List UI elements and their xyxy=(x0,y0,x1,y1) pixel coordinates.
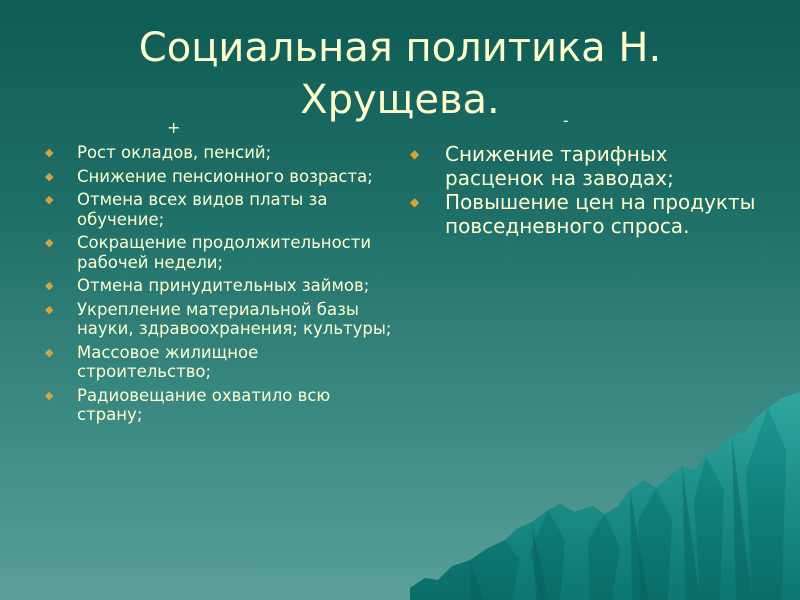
list-item-text: Рост окладов, пенсий; xyxy=(77,143,272,162)
plus-list xyxy=(45,143,397,429)
slide-title: Социальная политика Н. Хрущева. xyxy=(138,25,662,123)
list-item xyxy=(45,385,397,425)
list-item xyxy=(45,342,397,382)
plus-column-heading: + xyxy=(167,118,181,137)
list-item xyxy=(45,166,397,187)
list-item-text: Отмена принудительных займов; xyxy=(77,276,370,295)
list-item xyxy=(410,142,765,190)
diamond-bullet-icon: ◆ xyxy=(410,147,420,161)
list-item-text: Снижение пенсионного возраста; xyxy=(77,166,373,186)
list-item-text: Отмена всех видов платы за обучение; xyxy=(77,190,328,229)
diamond-bullet-icon: ◆ xyxy=(45,279,54,292)
list-item xyxy=(45,143,397,163)
list-item-text: Снижение тарифных расценок на заводах; xyxy=(445,142,674,190)
minus-column-heading: - xyxy=(563,111,569,130)
diamond-bullet-icon: ◆ xyxy=(410,195,420,209)
diamond-bullet-icon: ◆ xyxy=(45,169,54,183)
list-item-text: Укрепление материальной базы науки, здравоохранения; культуры; xyxy=(77,299,392,338)
list-item xyxy=(45,276,397,296)
list-item-text: Повышение цен на продукты повседневного спроса. xyxy=(445,190,756,238)
diamond-bullet-icon: ◆ xyxy=(45,236,54,249)
diamond-bullet-icon: ◆ xyxy=(45,146,54,159)
list-item-text: Радиовещание охватило всю страну; xyxy=(77,385,331,424)
list-item xyxy=(45,190,397,229)
list-item-text: Массовое жилищное строительство; xyxy=(77,342,259,381)
list-item xyxy=(45,299,397,339)
list-item-text: Сокращение продолжительности рабочей недели; xyxy=(77,233,372,272)
list-item xyxy=(45,233,397,272)
minus-list xyxy=(410,142,765,239)
diamond-bullet-icon: ◆ xyxy=(45,302,54,316)
diamond-bullet-icon: ◆ xyxy=(45,345,54,359)
diamond-bullet-icon: ◆ xyxy=(45,193,54,206)
list-item xyxy=(410,190,765,238)
diamond-bullet-icon: ◆ xyxy=(45,388,54,402)
